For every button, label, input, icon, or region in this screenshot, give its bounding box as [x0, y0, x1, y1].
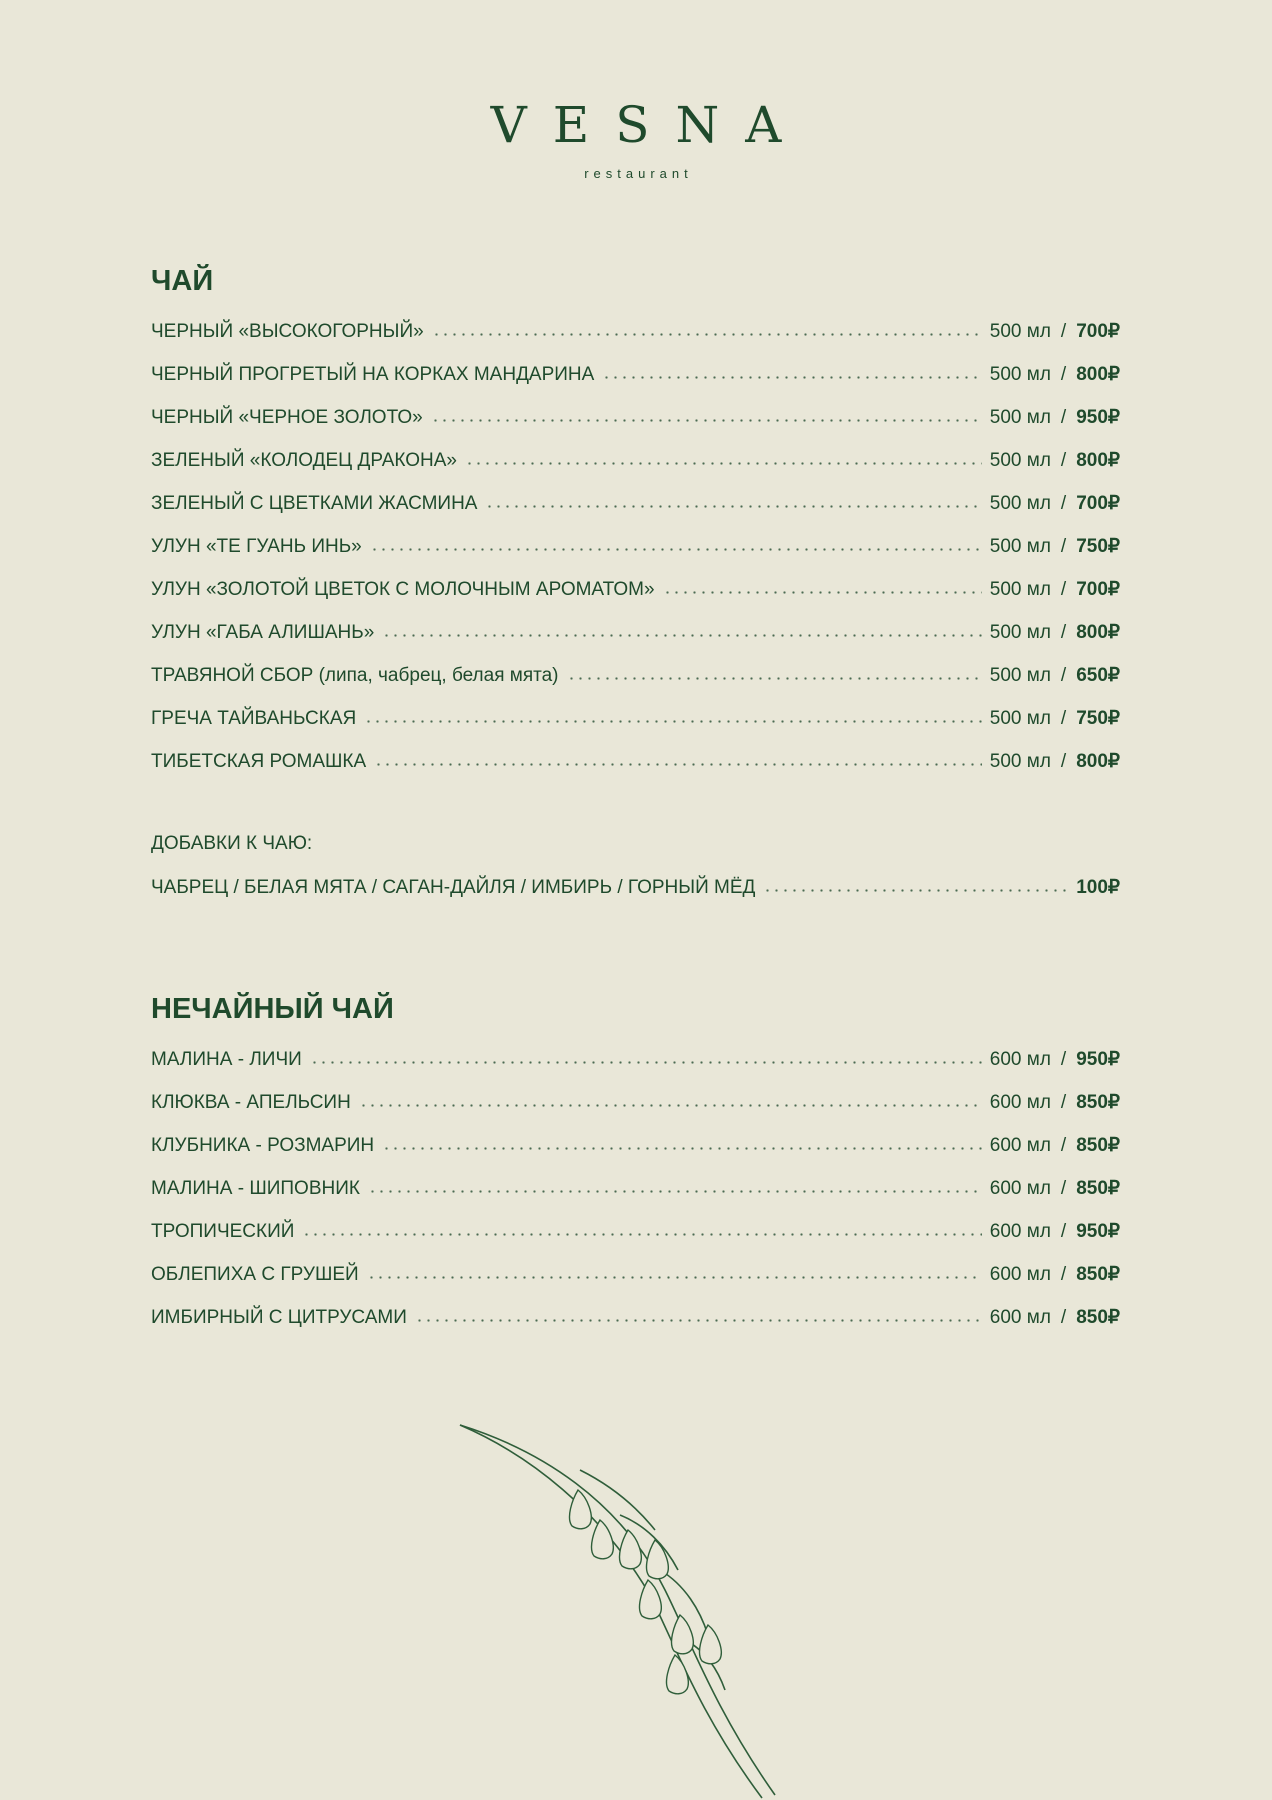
item-name: КЛУБНИКА - РОЗМАРИН [151, 1134, 375, 1156]
item-price: 850₽ [1076, 1135, 1120, 1156]
addons-name: ЧАБРЕЦ / БЕЛАЯ МЯТА / САГАН-ДАЙЛЯ / ИМБИРЬ / ГОРНЫЙ МЁД [151, 876, 756, 898]
dot-leader [763, 889, 1068, 893]
item-price: 850₽ [1076, 1092, 1120, 1113]
item-volume: 500 мл [989, 664, 1051, 686]
menu-item-row [151, 1167, 1120, 1210]
logo-subtitle: restaurant [584, 166, 693, 181]
dot-leader [374, 763, 982, 767]
menu-item-row [151, 697, 1120, 740]
dot-leader [465, 462, 982, 466]
price-separator: / [1060, 621, 1067, 643]
bluebell-illustration [450, 1410, 790, 1800]
dot-leader [364, 720, 982, 724]
dot-leader [370, 548, 982, 552]
price-separator: / [1060, 449, 1067, 471]
addons-list [151, 866, 1120, 909]
price-separator: / [1060, 1048, 1067, 1070]
item-price: 850₽ [1076, 1178, 1120, 1199]
nontea-menu-list [151, 1038, 1120, 1339]
item-price: 700₽ [1076, 579, 1120, 600]
item-volume: 500 мл [989, 320, 1051, 342]
dot-leader [663, 591, 982, 595]
item-name: ТРАВЯНОЙ СБОР (липа, чабрец, белая мята) [151, 664, 559, 686]
dot-leader [302, 1233, 981, 1237]
dot-leader [602, 376, 981, 380]
price-separator: / [1060, 578, 1067, 600]
item-volume: 600 мл [989, 1220, 1051, 1242]
logo-wordmark: VESNA [490, 96, 808, 154]
item-name: ОБЛЕПИХА С ГРУШЕЙ [151, 1263, 359, 1285]
menu-item-row [151, 353, 1120, 396]
menu-item-row [151, 654, 1120, 697]
item-name: МАЛИНА - ЛИЧИ [151, 1048, 302, 1070]
price-separator: / [1060, 664, 1067, 686]
item-name: МАЛИНА - ШИПОВНИК [151, 1177, 360, 1199]
item-name: ЗЕЛЕНЫЙ С ЦВЕТКАМИ ЖАСМИНА [151, 492, 478, 514]
item-volume: 600 мл [989, 1263, 1051, 1285]
item-volume: 500 мл [989, 406, 1051, 428]
item-name: УЛУН «ГАБА АЛИШАНЬ» [151, 621, 375, 643]
dot-leader [310, 1061, 982, 1065]
price-separator: / [1060, 1306, 1067, 1328]
item-name: УЛУН «ЗОЛОТОЙ ЦВЕТОК С МОЛОЧНЫМ АРОМАТОМ» [151, 578, 655, 600]
item-name: УЛУН «ТЕ ГУАНЬ ИНЬ» [151, 535, 362, 557]
dot-leader [367, 1276, 982, 1280]
price-separator: / [1060, 1263, 1067, 1285]
item-volume: 600 мл [989, 1091, 1051, 1113]
menu-item-row [151, 482, 1120, 525]
item-price: 800₽ [1076, 751, 1120, 772]
item-price: 950₽ [1076, 1049, 1120, 1070]
item-volume: 500 мл [989, 707, 1051, 729]
item-name: ЧЕРНЫЙ ПРОГРЕТЫЙ НА КОРКАХ МАНДАРИНА [151, 363, 595, 385]
item-volume: 500 мл [989, 535, 1051, 557]
addons-price: 100₽ [1076, 877, 1120, 898]
menu-item-row [151, 611, 1120, 654]
item-volume: 500 мл [989, 578, 1051, 600]
price-separator: / [1060, 1091, 1067, 1113]
item-name: КЛЮКВА - АПЕЛЬСИН [151, 1091, 351, 1113]
section-title-nontea: НЕЧАЙНЫЙ ЧАЙ [151, 993, 394, 1025]
price-separator: / [1060, 707, 1067, 729]
item-volume: 500 мл [989, 750, 1051, 772]
item-name: ЗЕЛЕНЫЙ «КОЛОДЕЦ ДРАКОНА» [151, 449, 457, 471]
dot-leader [368, 1190, 982, 1194]
item-price: 950₽ [1076, 1221, 1120, 1242]
item-name: ЧЕРНЫЙ «ЧЕРНОЕ ЗОЛОТО» [151, 406, 423, 428]
price-separator: / [1060, 363, 1067, 385]
item-price: 650₽ [1076, 665, 1120, 686]
item-volume: 600 мл [989, 1177, 1051, 1199]
restaurant-logo [0, 96, 1272, 181]
item-price: 750₽ [1076, 708, 1120, 729]
menu-item-row [151, 396, 1120, 439]
dot-leader [485, 505, 981, 509]
addons-label: ДОБАВКИ К ЧАЮ: [151, 833, 313, 854]
menu-item-row [151, 1124, 1120, 1167]
tea-menu-list [151, 310, 1120, 783]
menu-item-row [151, 1253, 1120, 1296]
item-price: 750₽ [1076, 536, 1120, 557]
dot-leader [382, 1147, 982, 1151]
item-volume: 500 мл [989, 492, 1051, 514]
price-separator: / [1060, 1220, 1067, 1242]
dot-leader [432, 333, 982, 337]
item-price: 700₽ [1076, 321, 1120, 342]
dot-leader [431, 419, 982, 423]
dot-leader [359, 1104, 982, 1108]
menu-item-row [151, 525, 1120, 568]
addons-row [151, 866, 1120, 909]
dot-leader [415, 1319, 982, 1323]
item-price: 800₽ [1076, 450, 1120, 471]
item-name: ГРЕЧА ТАЙВАНЬСКАЯ [151, 707, 357, 729]
item-price: 850₽ [1076, 1264, 1120, 1285]
menu-item-row [151, 568, 1120, 611]
item-price: 800₽ [1076, 364, 1120, 385]
item-name: ТРОПИЧЕСКИЙ [151, 1220, 295, 1242]
item-volume: 500 мл [989, 621, 1051, 643]
item-price: 700₽ [1076, 493, 1120, 514]
price-separator: / [1060, 750, 1067, 772]
price-separator: / [1060, 1177, 1067, 1199]
price-separator: / [1060, 535, 1067, 557]
item-price: 850₽ [1076, 1307, 1120, 1328]
dot-leader [567, 677, 982, 681]
item-volume: 600 мл [989, 1134, 1051, 1156]
menu-item-row [151, 1038, 1120, 1081]
menu-item-row [151, 439, 1120, 482]
price-separator: / [1060, 1134, 1067, 1156]
item-volume: 500 мл [989, 449, 1051, 471]
item-volume: 600 мл [989, 1306, 1051, 1328]
item-name: ЧЕРНЫЙ «ВЫСОКОГОРНЫЙ» [151, 320, 424, 342]
price-separator: / [1060, 492, 1067, 514]
menu-item-row [151, 1296, 1120, 1339]
price-separator: / [1060, 406, 1067, 428]
menu-item-row [151, 1081, 1120, 1124]
item-name: ИМБИРНЫЙ С ЦИТРУСАМИ [151, 1306, 407, 1328]
item-name: ТИБЕТСКАЯ РОМАШКА [151, 750, 367, 772]
menu-item-row [151, 740, 1120, 783]
price-separator: / [1060, 320, 1067, 342]
item-price: 950₽ [1076, 407, 1120, 428]
item-volume: 500 мл [989, 363, 1051, 385]
item-volume: 600 мл [989, 1048, 1051, 1070]
dot-leader [382, 634, 981, 638]
menu-item-row [151, 310, 1120, 353]
menu-item-row [151, 1210, 1120, 1253]
item-price: 800₽ [1076, 622, 1120, 643]
section-title-tea: ЧАЙ [151, 265, 214, 297]
